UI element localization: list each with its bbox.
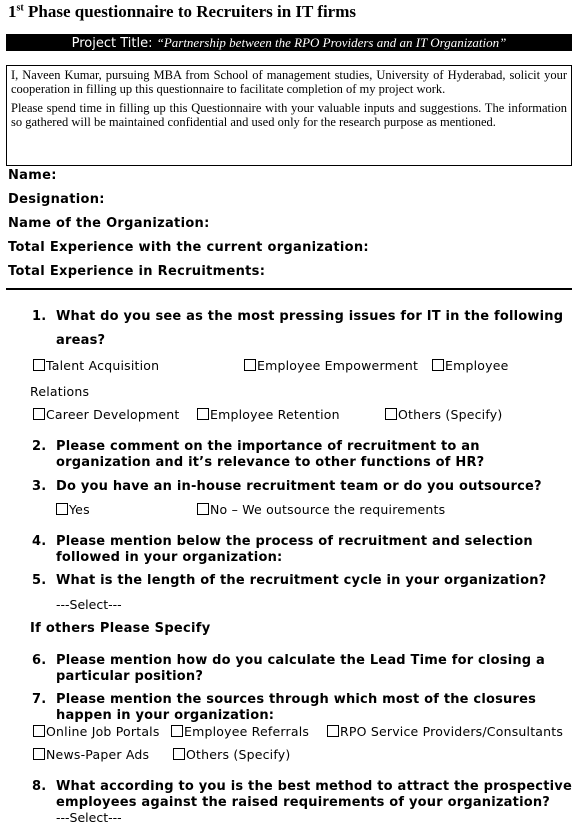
question-number: 6. xyxy=(32,653,47,668)
option-label: Employee xyxy=(445,358,509,373)
option-label: Others (Specify) xyxy=(186,747,291,762)
option-employee-referrals[interactable] xyxy=(171,724,309,739)
title-superscript: st xyxy=(16,2,24,14)
option-label: Employee Empowerment xyxy=(257,358,419,373)
title-prefix: 1 xyxy=(8,2,17,21)
designation-field-label: Designation: xyxy=(8,192,105,207)
checkbox[interactable] xyxy=(327,725,339,737)
question-1-continued xyxy=(32,333,572,349)
option-label: Others (Specify) xyxy=(398,407,503,422)
question-text: Please mention below the process of recruitment and selection followed in your organization: xyxy=(56,534,533,565)
checkbox[interactable] xyxy=(33,359,45,371)
option-employee-empowerment[interactable] xyxy=(244,358,418,373)
checkbox[interactable] xyxy=(244,359,256,371)
title-text: Phase questionnaire to Recruiters in IT firms xyxy=(23,2,357,21)
option-others-q7[interactable] xyxy=(173,747,290,762)
question-text: areas? xyxy=(56,333,106,348)
question-4 xyxy=(32,534,572,566)
question-text: What do you see as the most pressing issues for IT in the following xyxy=(56,309,564,324)
option-no-outsource[interactable] xyxy=(197,502,445,517)
question-number: 3. xyxy=(32,479,47,494)
option-label: Yes xyxy=(69,502,90,517)
option-label: Employee Referrals xyxy=(184,724,310,739)
question-number: 7. xyxy=(32,692,47,707)
question-number: 1. xyxy=(32,309,47,324)
question-number: 5. xyxy=(32,573,47,588)
question-3 xyxy=(32,479,572,495)
intro-box xyxy=(6,65,572,166)
option-employee-relations[interactable] xyxy=(432,358,509,373)
option-others-q1[interactable] xyxy=(385,407,502,422)
checkbox[interactable] xyxy=(197,503,209,515)
option-rpo-providers[interactable] xyxy=(327,724,563,739)
question-text: Please mention how do you calculate the Lead Time for closing a particular position? xyxy=(56,653,546,684)
checkbox[interactable] xyxy=(33,725,45,737)
option-employee-retention[interactable] xyxy=(197,407,340,422)
option-relations-continued: Relations xyxy=(30,384,90,399)
option-career-development[interactable] xyxy=(33,407,180,422)
option-label: Online Job Portals xyxy=(46,724,160,739)
option-online-job-portals[interactable] xyxy=(33,724,160,739)
option-label: RPO Service Providers/Consultants xyxy=(340,724,564,739)
question-1 xyxy=(32,309,572,325)
question-text: Please comment on the importance of recruitment to an organization and it’s relevance to other functions of HR? xyxy=(56,439,485,470)
checkbox[interactable] xyxy=(171,725,183,737)
question-2 xyxy=(32,439,572,471)
question-text: Please mention the sources through which most of the closures happen in your organization: xyxy=(56,692,537,723)
project-title-value: “Partnership between the RPO Providers and an IT Organization” xyxy=(156,35,507,50)
option-label: Employee Retention xyxy=(210,407,340,422)
experience-recruitment-field-label: Total Experience in Recruitments: xyxy=(8,264,266,279)
question-number: 8. xyxy=(32,779,47,794)
intro-paragraph-2: Please spend time in filling up this Questionnaire with your valuable inputs and suggestions. The information so gathered will be maintained confidential and used only for the research purpose as mentioned. xyxy=(11,101,567,129)
option-label: No – We outsource the requirements xyxy=(210,502,446,517)
experience-current-field-label: Total Experience with the current organization: xyxy=(8,240,369,255)
question-number: 4. xyxy=(32,534,47,549)
project-title-bar xyxy=(6,34,572,51)
option-label: Career Development xyxy=(46,407,180,422)
question-8 xyxy=(32,779,572,811)
checkbox[interactable] xyxy=(432,359,444,371)
name-field-label: Name: xyxy=(8,168,57,183)
question-text: What is the length of the recruitment cycle in your organization? xyxy=(56,573,547,588)
attraction-method-select[interactable]: ---Select--- xyxy=(56,810,122,825)
option-newspaper-ads[interactable] xyxy=(33,747,149,762)
if-others-label: If others Please Specify xyxy=(30,621,211,636)
question-text: What according to you is the best method to attract the prospective employees against the raised requirements of your organization? xyxy=(56,779,572,810)
question-number: 2. xyxy=(32,439,47,454)
project-title-label: Project Title: xyxy=(71,36,157,51)
option-label: News-Paper Ads xyxy=(46,747,150,762)
checkbox[interactable] xyxy=(56,503,68,515)
organization-field-label: Name of the Organization: xyxy=(8,216,210,231)
question-7 xyxy=(32,692,572,724)
checkbox[interactable] xyxy=(33,408,45,420)
intro-paragraph-1: I, Naveen Kumar, pursuing MBA from School of management studies, University of Hyderabad, solicit your cooperation in filling up this questionnaire to facilitate completion of my project work. xyxy=(11,68,567,96)
page-title xyxy=(8,2,356,22)
checkbox[interactable] xyxy=(33,748,45,760)
cycle-length-select[interactable]: ---Select--- xyxy=(56,597,122,612)
question-text: Do you have an in-house recruitment team or do you outsource? xyxy=(56,479,542,494)
checkbox[interactable] xyxy=(385,408,397,420)
option-talent-acquisition[interactable] xyxy=(33,358,159,373)
question-6 xyxy=(32,653,572,685)
checkbox[interactable] xyxy=(197,408,209,420)
option-label: Talent Acquisition xyxy=(46,358,160,373)
checkbox[interactable] xyxy=(173,748,185,760)
section-divider xyxy=(6,288,572,290)
question-5 xyxy=(32,573,572,589)
option-yes[interactable] xyxy=(56,502,90,517)
